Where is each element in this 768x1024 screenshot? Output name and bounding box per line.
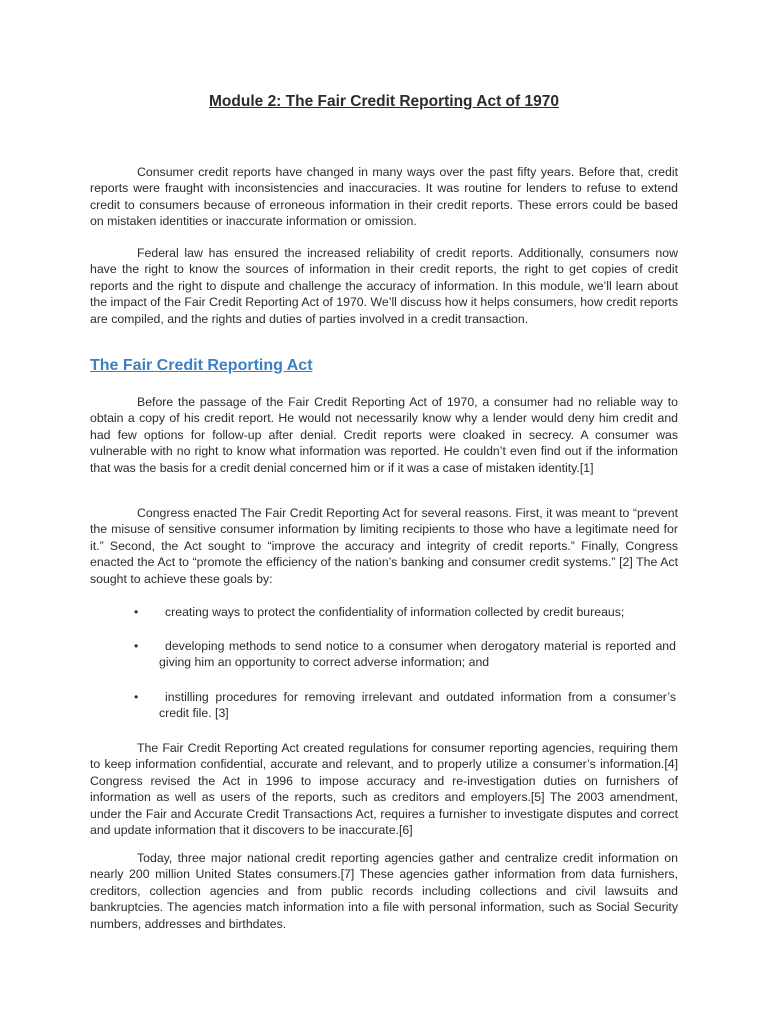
bullet-icon: • — [134, 639, 139, 653]
document-page — [90, 0, 678, 1024]
section-paragraph-1: Before the passage of the Fair Credit Reporting Act of 1970, a consumer had no reliable way to obtain a copy of his credit report. He would not necessarily know why a lender would deny him credit and had few options for follow-up after denial. Credit reports were cloaked in secrecy. A consumer was vulnerable with no right to know what information was reported. He couldn’t even find out if the information that was the basis for a credit denial concerned him or if it was a case of mistaken identity.[1] — [90, 395, 678, 475]
intro-paragraph-2: Federal law has ensured the increased reliability of credit reports. Additionally, consumers now have the right to know the sources of information in their credit reports, the right to get copies of credit reports and the right to dispute and challenge the accuracy of information. In this module, we’ll learn about the impact of the Fair Credit Reporting Act of 1970. We’ll discuss how it helps consumers, how credit reports are compiled, and the rights and duties of parties involved in a credit transaction. — [90, 246, 678, 326]
section-heading: The Fair Credit Reporting Act — [90, 357, 313, 374]
closing-paragraph-2: Today, three major national credit reporting agencies gather and centralize credit information on nearly 200 million United States consumers.[7] These agencies gather information from data furnishers, creditors, collection agencies and from public records including collections and civil lawsuits and bankruptcies. The agencies match information into a file with personal information, such as Social Security numbers, addresses and birthdates. — [90, 851, 678, 931]
bullet-icon: • — [134, 605, 139, 619]
section-paragraph-2: Congress enacted The Fair Credit Reporting Act for several reasons. First, it was meant to “prevent the misuse of sensitive consumer information by limiting recipients to those who have a legitimate need for it.” Second, the Act sought to “improve the accuracy and integrity of credit reports.” Finally, Congress enacted the Act to “promote the efficiency of the nation’s banking and consumer credit systems.” [2] The Act sought to achieve these goals by: — [90, 506, 678, 586]
bullet-text: creating ways to protect the confidentiality of information collected by credit bureaus; — [165, 605, 625, 619]
bullet-icon: • — [134, 690, 139, 704]
bullet-text: developing methods to send notice to a consumer when derogatory material is reported and giving him an opportunity to correct adverse information; and — [159, 639, 676, 670]
closing-paragraph-1: The Fair Credit Reporting Act created regulations for consumer reporting agencies, requiring them to keep information confidential, accurate and relevant, and to properly utilize a consumer’s information.[4] Congress revised the Act in 1996 to impose accuracy and re-investigation duties on furnishers of information as well as users of the reports, such as creditors and employers.[5] The 2003 amendment, under the Fair and Accurate Credit Transactions Act, requires a furnisher to investigate disputes and correct and update information that it discovers to be inaccurate.[6] — [90, 741, 678, 838]
bullet-text: instilling procedures for removing irrelevant and outdated information from a consumer’s credit file. [3] — [159, 690, 676, 721]
intro-paragraph-1: Consumer credit reports have changed in many ways over the past fifty years. Before that, credit reports were fraught with inconsistencies and inaccuracies. It was routine for lenders to refuse to extend credit to consumers because of erroneous information in their credit reports. These errors could be based on mistaken identities or inaccurate information or omission. — [90, 165, 678, 229]
document-title: Module 2: The Fair Credit Reporting Act of 1970 — [209, 93, 559, 110]
